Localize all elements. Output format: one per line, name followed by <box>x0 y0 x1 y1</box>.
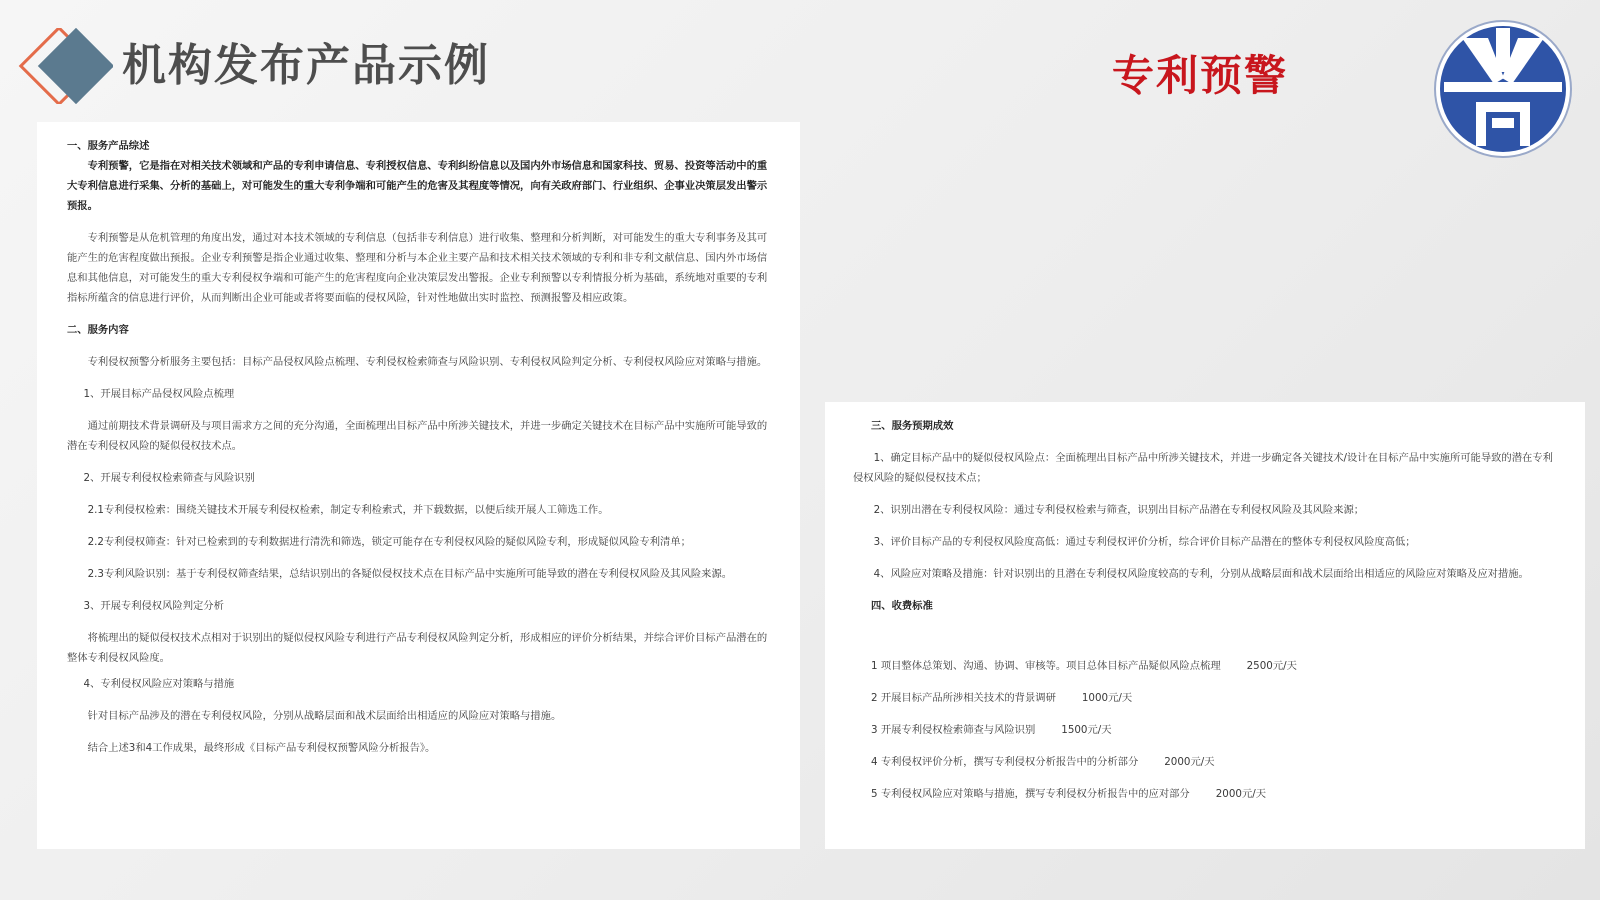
fee-row <box>853 784 1559 804</box>
item3-body: 将梳理出的疑似侵权技术点相对于识别出的疑似侵权风险专利进行产品专利侵权风险判定分析，形成相应的评价分析结果，并综合评价目标产品潜在的整体专利侵权风险度。 <box>67 632 768 664</box>
fee-row <box>853 720 1559 740</box>
organization-logo-icon <box>1432 18 1574 160</box>
fee-item: 4 专利侵权评价分析，撰写专利侵权分析报告中的分析部分 <box>871 756 1139 768</box>
item2-2: 2.2专利侵权筛查：针对已检索到的专利数据进行清洗和筛选，锁定可能存在专利侵权风险的疑似风险专利，形成疑似风险专利清单； <box>87 536 691 548</box>
s2-heading: 二、服务内容 <box>67 324 129 336</box>
document-left <box>37 122 800 849</box>
result-2: 2、识别出潜在专利侵权风险：通过专利侵权检索与筛查，识别出目标产品潜在专利侵权风险及其风险来源； <box>873 504 1365 516</box>
item2-1: 2.1专利侵权检索：围绕关键技术开展专利侵权检索，制定专利检索式，并下载数据，以便后续开展人工筛选工作。 <box>87 504 609 516</box>
item4-body: 针对目标产品涉及的潜在专利侵权风险，分别从战略层面和战术层面给出相适应的风险应对策略与措施。 <box>87 710 562 722</box>
fee-item: 5 专利侵权风险应对策略与措施，撰写专利侵权分析报告中的应对部分 <box>871 788 1190 800</box>
page-title: 机构发布产品示例 <box>122 40 490 91</box>
item2-3: 2.3专利风险识别：基于专利侵权筛查结果，总结识别出的各疑似侵权技术点在目标产品中实施所可能导致的潜在专利侵权风险及其风险来源。 <box>87 568 733 580</box>
item4-title: 4、专利侵权风险应对策略与措施 <box>83 678 235 690</box>
fee-row <box>853 688 1559 708</box>
item3-title: 3、开展专利侵权风险判定分析 <box>83 600 224 612</box>
s3-heading: 三、服务预期成效 <box>871 420 954 432</box>
s1-paragraph-2: 专利预警是从危机管理的角度出发，通过对本技术领域的专利信息（包括非专利信息）进行收集、整理和分析判断，对可能发生的重大专利事务及其可能产生的危害程度做出预报。企业专利预警是指企业通过收集、整理和分析与本企业主要产品和技术相关技术领域的专利和非专利文献信息、国内外市场信息和其他信息，对可能发生的重大专利侵权争端和可能产生的危害程度向企业决策层发出警报。企业专利预警以专利情报分析为基础，系统地对重要的专利指标所蕴含的信息进行评价，从而判断出企业可能或者将要面临的侵权风险，针对性地做出实时监控、预测报警及相应政策。 <box>67 232 768 304</box>
title-diamond-icon <box>18 28 113 104</box>
item1-title: 1、开展目标产品侵权风险点梳理 <box>83 388 235 400</box>
closing-paragraph: 结合上述3和4工作成果，最终形成《目标产品专利侵权预警风险分析报告》。 <box>87 742 436 754</box>
fee-price: 2000元/天 <box>1215 788 1267 800</box>
item1-body: 通过前期技术背景调研及与项目需求方之间的充分沟通，全面梳理出目标产品中所涉关键技术，并进一步确定关键技术在目标产品中实施所可能导致的潜在专利侵权风险的疑似侵权技术点。 <box>67 420 768 452</box>
document-right <box>825 402 1585 849</box>
fee-price: 1500元/天 <box>1061 724 1112 736</box>
item2-title: 2、开展专利侵权检索筛查与风险识别 <box>83 472 255 484</box>
result-4: 4、风险应对策略及措施：针对识别出的且潜在专利侵权风险度较高的专利，分别从战略层面和战术层面给出相适应的风险应对策略及应对措施。 <box>873 568 1529 580</box>
s1-heading: 一、服务产品综述 <box>67 140 150 152</box>
fee-row <box>853 656 1559 676</box>
section-title: 专利预警 <box>1112 51 1289 100</box>
result-3: 3、评价目标产品的专利侵权风险度高低：通过专利侵权评价分析，综合评价目标产品潜在的整体专利侵权风险度高低； <box>873 536 1416 548</box>
fee-price: 1000元/天 <box>1081 692 1133 704</box>
result-1: 1、确定目标产品中的疑似侵权风险点：全面梳理出目标产品中所涉关键技术，并进一步确定各关键技术/设计在目标产品中实施所可能导致的潜在专利侵权风险的疑似侵权技术点； <box>853 452 1553 484</box>
s1-paragraph-1: 专利预警，它是指在对相关技术领域和产品的专利申请信息、专利授权信息、专利纠纷信息以及国内外市场信息和国家科技、贸易、投资等活动中的重大专利信息进行采集、分析的基础上，对可能发生的重大专利争端和可能产生的危害及其程度等情况，向有关政府部门、行业组织、企事业决策层发出警示预报。 <box>67 160 768 212</box>
fee-price: 2000元/天 <box>1164 756 1215 768</box>
fee-row <box>853 752 1559 772</box>
s2-intro: 专利侵权预警分析服务主要包括：目标产品侵权风险点梳理、专利侵权检索筛查与风险识别、专利侵权风险判定分析、专利侵权风险应对策略与措施。 <box>87 356 768 368</box>
fee-item: 1 项目整体总策划、沟通、协调、审核等。项目总体目标产品疑似风险点梳理 <box>871 660 1221 672</box>
fee-item: 2 开展目标产品所涉相关技术的背景调研 <box>871 692 1056 704</box>
s4-heading: 四、收费标准 <box>871 600 933 612</box>
fee-item: 3 开展专利侵权检索筛查与风险识别 <box>871 724 1036 736</box>
fee-price: 2500元/天 <box>1246 660 1297 672</box>
